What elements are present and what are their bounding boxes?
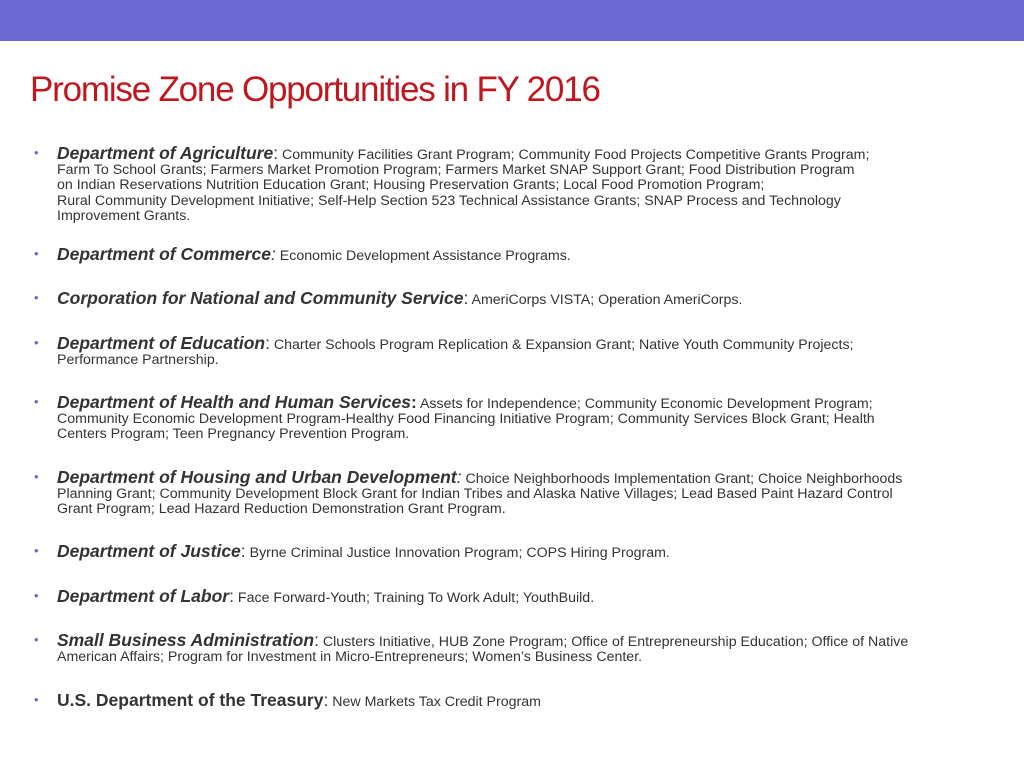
bullet-icon: • <box>34 290 39 305</box>
department-name: Corporation for National and Community Service <box>57 288 464 308</box>
program-line: American Affairs; Program for Investment in Micro-Entrepreneurs; Women’s Business Center. <box>57 649 643 665</box>
separator: : <box>463 288 469 308</box>
separator: : <box>323 690 329 710</box>
program-text: AmeriCorps VISTA; Operation AmeriCorps. <box>468 292 743 308</box>
program-text: Assets for Independence; Community Economic Development Program; <box>416 396 873 412</box>
separator: : <box>229 586 234 606</box>
program-line: Improvement Grants. <box>57 208 191 225</box>
program-text: Byrne Criminal Justice Innovation Program; COPS Hiring Program. <box>245 545 670 561</box>
bullet-icon: • <box>34 543 39 558</box>
department-name: Department of Education <box>57 333 266 353</box>
program-line: Planning Grant; Community Development Block Grant for Indian Tribes and Alaska Native Villages; Lead Based Paint Hazard Control <box>57 486 893 502</box>
list-item-justice <box>34 541 997 561</box>
program-line: Rural Community Development Initiative; Self-Help Section 523 Technical Assistance Grants; SNAP Process and Technology <box>57 192 841 209</box>
bullet-icon: • <box>34 335 39 350</box>
program-line: Community Economic Development Program-Healthy Food Financing Initiative Program; Community Services Block Grant; Health <box>57 411 875 427</box>
department-name: Department of Housing and Urban Development <box>57 467 457 487</box>
separator: : <box>314 630 319 650</box>
program-text: Charter Schools Program Replication & Expansion Grant; Native Youth Community Projects; <box>269 337 854 353</box>
list-item-lead-line <box>57 394 997 412</box>
department-name: U.S. Department of the Treasury <box>57 690 324 710</box>
program-text: Clusters Initiative, HUB Zone Program; Office of Entrepreneurship Education; Office of Native <box>318 634 909 650</box>
program-text: Community Facilities Grant Program; Community Food Projects Competitive Grants Program; <box>278 147 870 163</box>
list-item-commerce <box>34 244 997 264</box>
program-line: Performance Partnership. <box>57 352 219 368</box>
list-item-lead-line <box>57 145 997 163</box>
department-name: Department of Commerce <box>57 244 271 264</box>
separator: : <box>270 244 276 264</box>
list-item-lead-line <box>57 588 997 606</box>
list-item-lead-line <box>57 246 997 264</box>
program-text: Face Forward-Youth; Training To Work Adult; YouthBuild. <box>233 590 595 606</box>
list-item-lead-line <box>57 632 997 650</box>
program-line: on Indian Reservations Nutrition Education Grant; Housing Preservation Grants; Local Food Promotion Program; <box>57 177 765 194</box>
list-item-agriculture <box>34 143 997 225</box>
bullet-icon: • <box>34 692 39 707</box>
department-name: Department of Justice <box>57 541 241 561</box>
list-item-sba <box>34 630 997 665</box>
list-item-lead-line <box>57 469 997 487</box>
bullet-icon: • <box>34 145 39 160</box>
page-title: Promise Zone Opportunities in FY 2016 <box>30 70 600 109</box>
separator: : <box>410 392 417 412</box>
program-line: Farm To School Grants; Farmers Market Promotion Program; Farmers Market SNAP Support Grant; Food Distribution Program <box>57 162 855 178</box>
list-item-lead-line <box>57 543 997 561</box>
program-line: Centers Program; Teen Pregnancy Prevention Program. <box>57 426 410 443</box>
list-item-cncs <box>34 288 997 308</box>
list-item-hhs <box>34 392 997 443</box>
bullet-icon: • <box>34 394 39 409</box>
list-item-treasury <box>34 690 997 710</box>
list-item-labor <box>34 586 997 606</box>
department-name: Department of Agriculture <box>57 143 274 163</box>
bullet-icon: • <box>34 632 39 647</box>
program-text: Economic Development Assistance Programs. <box>275 248 571 264</box>
bullet-icon: • <box>34 246 39 261</box>
department-name: Department of Labor <box>57 586 230 606</box>
list-item-hud <box>34 467 997 518</box>
separator: : <box>456 467 462 487</box>
department-name: Small Business Administration <box>57 630 315 650</box>
list-item-lead-line <box>57 692 997 710</box>
department-name: Department of Health and Human Services <box>57 392 411 412</box>
program-text: New Markets Tax Credit Program <box>328 694 541 710</box>
bullet-icon: • <box>34 588 39 603</box>
list-item-lead-line <box>57 335 997 353</box>
separator: : <box>240 541 246 561</box>
program-text: Choice Neighborhoods Implementation Grant; Choice Neighborhoods <box>461 471 903 487</box>
program-line: Grant Program; Lead Hazard Reduction Demonstration Grant Program. <box>57 501 506 518</box>
separator: : <box>273 143 279 163</box>
list-item-lead-line <box>57 290 997 308</box>
bullet-icon: • <box>34 469 39 484</box>
list-item-education <box>34 333 997 368</box>
separator: : <box>265 333 270 353</box>
